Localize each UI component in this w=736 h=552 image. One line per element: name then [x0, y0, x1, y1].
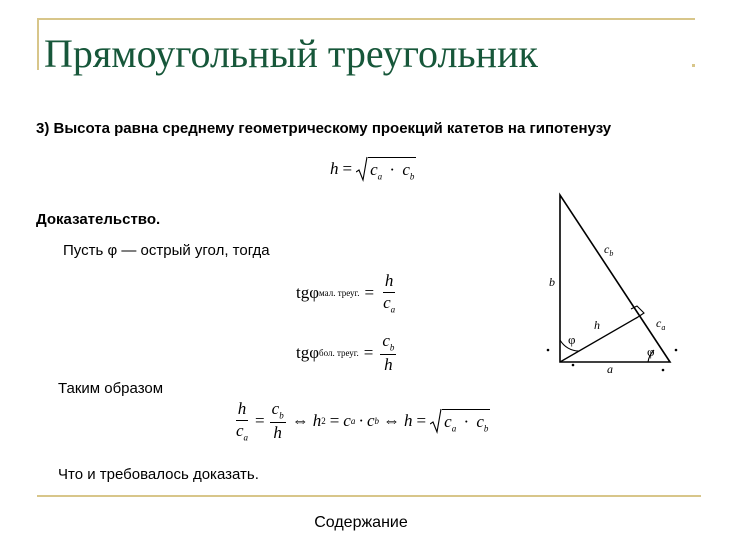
radicand — [368, 157, 416, 181]
denominator-ca — [381, 293, 397, 315]
sub-b: b — [409, 171, 415, 182]
qed-text: Что и требовалось доказать. — [58, 466, 259, 483]
sub-b: b — [389, 342, 395, 353]
var-h: h — [312, 411, 322, 431]
mult-dot: · — [463, 412, 470, 432]
equals-sign: = — [416, 411, 427, 431]
radical-sign-icon — [430, 408, 442, 434]
small-triangle-sub: мал. треуг. — [319, 288, 360, 299]
iff-arrow: ⇔ — [291, 411, 309, 431]
sub-a: a — [390, 304, 396, 315]
denominator-ca — [234, 421, 250, 443]
numerator-cb — [270, 400, 286, 423]
var-ca: c — [383, 292, 391, 312]
decorative-top-line — [37, 18, 695, 20]
square-exponent: 2 — [321, 416, 326, 427]
vertex-dot — [662, 369, 665, 372]
var-cb: c — [367, 411, 375, 431]
equals-sign: = — [342, 159, 353, 178]
iff-arrow: ⇔ — [383, 411, 401, 431]
label-cb: $c_b$ — [604, 242, 614, 258]
triangle-diagram — [530, 190, 690, 380]
decorative-dot — [692, 64, 695, 67]
fraction-h-over-ca — [381, 272, 397, 315]
label-h: h — [594, 318, 600, 332]
equals-sign: = — [364, 283, 375, 303]
slide-title: Прямоугольный треугольник — [44, 31, 538, 76]
var-cb: c — [476, 412, 484, 432]
numerator-cb — [380, 332, 396, 355]
var-h: h — [404, 411, 413, 431]
big-triangle-sub: бол. треуг. — [319, 348, 359, 359]
right-triangle — [560, 195, 670, 362]
conclusion-formula — [232, 400, 490, 443]
var-cb: c — [382, 331, 390, 350]
let-text: Пусть φ — острый угол, тогда — [63, 242, 270, 259]
radical-sign-icon — [356, 156, 368, 182]
sub-a: a — [451, 423, 457, 434]
tg-label: tg — [296, 283, 310, 303]
radicand — [442, 409, 490, 433]
decorative-bottom-line — [37, 495, 701, 497]
tg-label: tg — [296, 343, 310, 363]
sub-a: a — [243, 432, 249, 443]
var-ca: c — [343, 411, 351, 431]
var-cb: c — [271, 399, 280, 418]
sub-b: b — [374, 416, 380, 427]
sub-a: a — [377, 171, 383, 182]
mult-dot: · — [358, 411, 364, 431]
var-h: h — [330, 159, 339, 178]
denominator-h: h — [273, 423, 282, 443]
equals-sign: = — [329, 411, 340, 431]
label-a: a — [607, 362, 613, 376]
phi-symbol: φ — [309, 283, 320, 303]
numerator-h: h — [236, 400, 249, 421]
vertex-dot — [547, 349, 550, 352]
fraction-cb-over-h — [270, 400, 286, 443]
denominator-h: h — [384, 355, 393, 375]
tangent-big-formula — [296, 332, 398, 375]
mult-dot: · — [389, 159, 396, 179]
var-cb: c — [402, 159, 410, 179]
equals-sign: = — [255, 411, 265, 431]
fraction-cb-over-h — [380, 332, 396, 375]
thus-text: Таким образом — [58, 380, 164, 397]
var-ca: c — [236, 420, 244, 440]
tangent-small-formula — [296, 272, 399, 315]
label-ca: $c_a$ — [656, 316, 666, 332]
sub-b: b — [483, 423, 489, 434]
label-phi-right: φ — [647, 344, 655, 359]
phi-symbol: φ — [309, 343, 320, 363]
equals-sign: = — [363, 343, 374, 363]
sub-b: b — [279, 410, 284, 421]
var-ca: c — [370, 159, 378, 179]
decorative-left-line — [37, 18, 39, 70]
theorem-statement: 3) Высота равна среднему геометрическому проекций катетов на гипотенузу — [36, 120, 612, 137]
vertex-dot — [675, 349, 678, 352]
vertex-dot — [572, 364, 575, 367]
var-ca: c — [444, 412, 452, 432]
contents-link[interactable]: Содержание — [314, 514, 408, 531]
numerator-h: h — [383, 272, 396, 293]
sub-a: a — [350, 416, 356, 427]
main-formula — [330, 156, 416, 182]
label-phi-top: φ — [568, 332, 576, 347]
proof-heading: Доказательство. — [36, 211, 161, 228]
fraction-h-over-ca — [234, 400, 250, 443]
label-b: b — [549, 275, 555, 289]
